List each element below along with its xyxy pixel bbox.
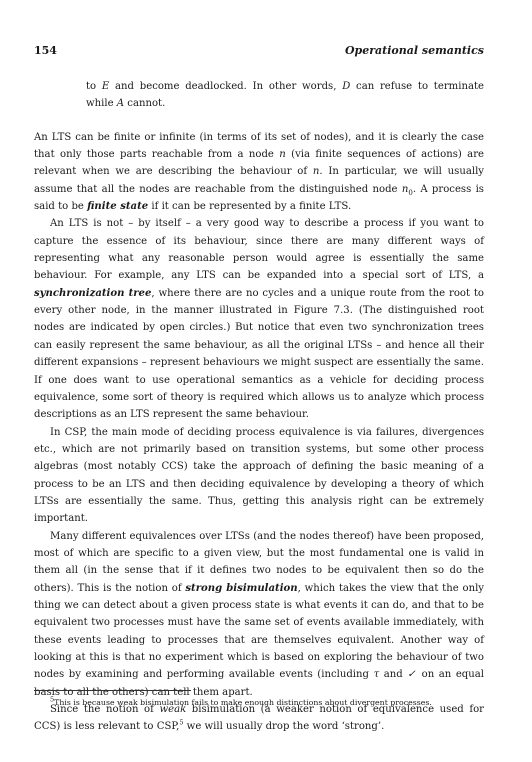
subscript: 0 xyxy=(408,188,413,197)
text-run: bisimulation (a weaker notion of equivalence used for CCS) is less relevant to CSP, xyxy=(34,704,484,733)
text-run: In CSP, the main mode of deciding process equivalence is via failures, divergences etc., which are not primarily based on transition systems, but some other process algebras (most notably CCS) take the approach of defining the basic meaning of a process to be an LTS and then deciding equivalence by developing a theory of which LTSs are essentially the same. Thus, getting this analysis right can be extremely important. xyxy=(34,426,484,525)
footnote xyxy=(34,697,484,708)
text-run: An LTS is not – by itself – a very good way to describe a process if you want to capture the essence of its behaviour, since there are many different ways of representing what any reasonable person would agree is essentially the same behaviour. For example, any LTS can be expanded into a special sort of LTS, a xyxy=(34,218,484,282)
text-run: . A process is said to be xyxy=(34,183,484,213)
paragraph-continuation xyxy=(34,78,484,113)
footnote-text: This is because weak bisimulation fails to make enough distinctions about divergent processes. xyxy=(54,698,432,707)
math-symbol: n xyxy=(279,149,286,161)
page-number: 154 xyxy=(34,44,57,57)
text-run: can refuse to terminate while xyxy=(86,81,484,110)
body-text xyxy=(34,78,484,736)
emphasis: weak xyxy=(159,704,187,716)
text-run: . In particular, we will usually assume that all the nodes are reachable from the distinguished node xyxy=(34,166,485,195)
footnote-mark: 5 xyxy=(50,695,55,704)
paragraph-lts-finite xyxy=(34,129,484,216)
paragraph-csp-equivalence xyxy=(34,424,484,528)
text-run: to xyxy=(86,81,102,92)
text-run: cannot. xyxy=(124,98,166,110)
defined-term: synchronization tree xyxy=(34,287,152,299)
text-run: if it can be represented by a finite LTS. xyxy=(148,201,352,213)
text-run: , which takes the view that the only thing we can detect about a given process state is what events it can do, and that to be equivalent two processes must have the same set of events available immediately, with these events leading to processes that are themselves equivalent. Another way of looking at this is that no experiment which is based on exploring the behaviour of two nodes by examining and performing available events (including xyxy=(34,582,484,681)
math-symbol: E xyxy=(101,81,110,92)
text-run: Since the notion of xyxy=(50,704,160,716)
text-run: and become deadlocked. In other words, xyxy=(109,81,343,92)
math-symbol: ✓ xyxy=(407,669,418,681)
footnote-rule xyxy=(34,690,191,691)
math-symbol: A xyxy=(116,98,125,110)
text-run: and xyxy=(379,669,408,681)
defined-term: strong bisimulation xyxy=(185,582,298,594)
footnote-reference[interactable]: 5 xyxy=(179,719,184,728)
math-symbol: D xyxy=(342,81,351,92)
page-header xyxy=(34,44,484,62)
math-symbol: τ xyxy=(373,669,380,681)
math-symbol: n xyxy=(312,166,320,178)
text-run: we will usually drop the word ‘strong’. xyxy=(183,721,385,733)
text-run: on an equal basis to all the others) can tell them apart. xyxy=(34,669,484,698)
text-run: (via finite sequences of actions) are relevant when we are describing the behaviour of xyxy=(34,149,484,178)
text-run: An LTS can be finite or infinite (in terms of its set of nodes), and it is clearly the case that only those parts reachable from a node xyxy=(34,131,484,161)
running-title: Operational semantics xyxy=(344,44,484,57)
text-run: Many different equivalences over LTSs (and the nodes thereof) have been proposed, most of which are specific to a given view, but the most fundamental one is valid in them all (in the sense that if it defines two nodes to be equivalent then so do the others). This is the notion of xyxy=(34,530,484,594)
text-run: , where there are no cycles and a unique route from the root to every other node, in the manner illustrated in Figure 7.3. (The distinguished root nodes are indicated by open circles.) But notice that even two synchronization trees can easily represent the same behaviour, as all the original LTSs – and hence all their different expansions – represent behaviours we might suspect are essentially the same. If one does want to use operational semantics as a vehicle for deciding process equivalence, some sort of theory is required which allows us to analyze which process descriptions as an LTS represent the same behaviour. xyxy=(34,287,484,421)
paragraph-lts-behaviour xyxy=(34,215,484,423)
math-symbol: n xyxy=(401,183,409,195)
defined-term: finite state xyxy=(87,201,149,213)
